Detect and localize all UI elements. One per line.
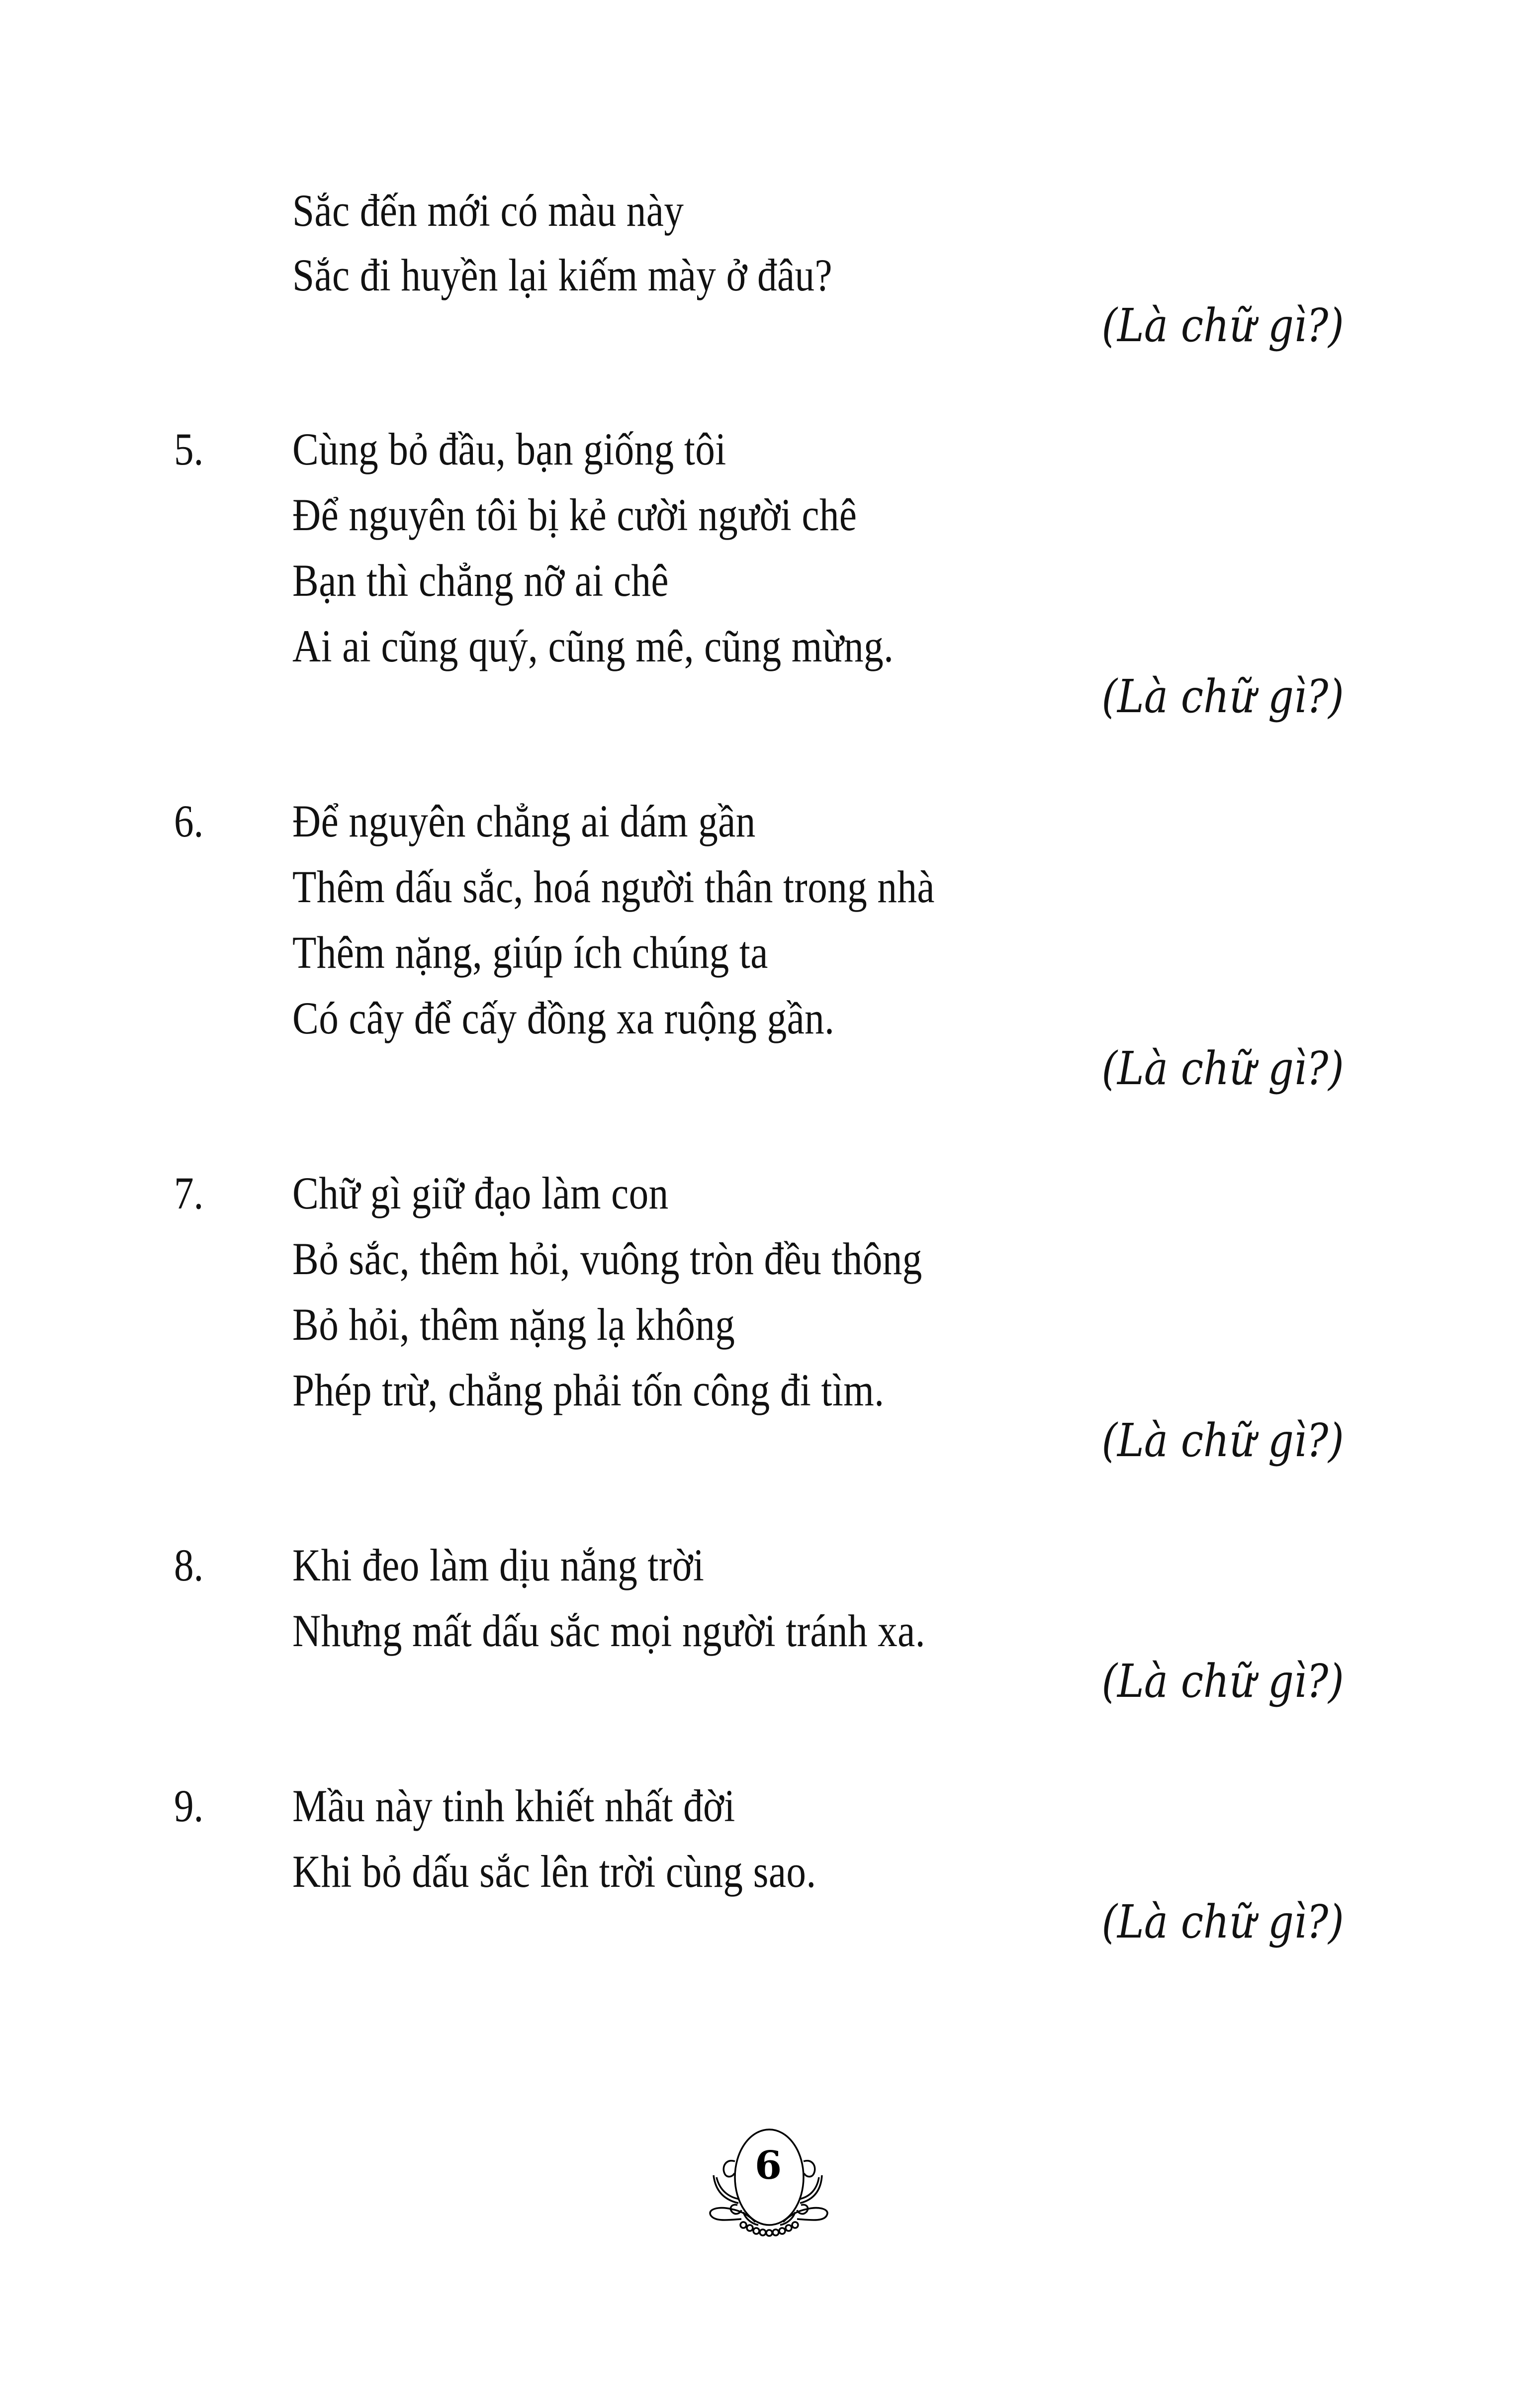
verse-line: Chữ gì giữ đạo làm con bbox=[292, 1168, 669, 1218]
riddle-number: 9. bbox=[174, 1780, 204, 1831]
verse-line: Mầu này tinh khiết nhất đời bbox=[292, 1780, 735, 1831]
verse-line: Bỏ hỏi, thêm nặng lạ không bbox=[292, 1299, 735, 1350]
answer-prompt: (Là chữ gì?) bbox=[1101, 670, 1344, 723]
answer-prompt: (Là chữ gì?) bbox=[1101, 299, 1344, 352]
verse-line: Bạn thì chẳng nỡ ai chê bbox=[292, 555, 669, 606]
answer-prompt: (Là chữ gì?) bbox=[1101, 1042, 1344, 1095]
verse-line: Sắc đến mới có màu này bbox=[292, 185, 684, 236]
verse-line: Sắc đi huyền lại kiếm mày ở đâu? bbox=[292, 250, 833, 300]
riddle-number: 8. bbox=[174, 1540, 204, 1590]
verse-line: Cùng bỏ đầu, bạn giống tôi bbox=[292, 424, 726, 474]
verse-line: Thêm nặng, giúp ích chúng ta bbox=[292, 927, 768, 978]
riddle-number: 5. bbox=[174, 424, 204, 474]
verse-line: Thêm dấu sắc, hoá người thân trong nhà bbox=[292, 861, 935, 912]
verse-line: Ai ai cũng quý, cũng mê, cũng mừng. bbox=[292, 621, 894, 671]
page-number: 6 bbox=[754, 2143, 782, 2188]
verse-line: Khi bỏ dấu sắc lên trời cùng sao. bbox=[292, 1846, 816, 1897]
verse-line: Để nguyên chẳng ai dám gần bbox=[292, 796, 756, 846]
answer-prompt: (Là chữ gì?) bbox=[1101, 1895, 1344, 1948]
answer-prompt: (Là chữ gì?) bbox=[1101, 1414, 1344, 1467]
verse-line: Bỏ sắc, thêm hỏi, vuông tròn đều thông bbox=[292, 1233, 922, 1284]
verse-line: Để nguyên tôi bị kẻ cười người chê bbox=[292, 489, 857, 540]
riddle-number: 6. bbox=[174, 796, 204, 846]
verse-line: Khi đeo làm dịu nắng trời bbox=[292, 1540, 705, 1590]
answer-prompt: (Là chữ gì?) bbox=[1101, 1655, 1344, 1708]
verse-line: Nhưng mất dấu sắc mọi người tránh xa. bbox=[292, 1605, 925, 1656]
page-number-ornament bbox=[694, 2118, 843, 2237]
riddle-number: 7. bbox=[174, 1168, 204, 1218]
verse-line: Phép trừ, chẳng phải tốn công đi tìm. bbox=[292, 1365, 885, 1415]
verse-line: Có cây để cấy đồng xa ruộng gần. bbox=[292, 993, 835, 1043]
